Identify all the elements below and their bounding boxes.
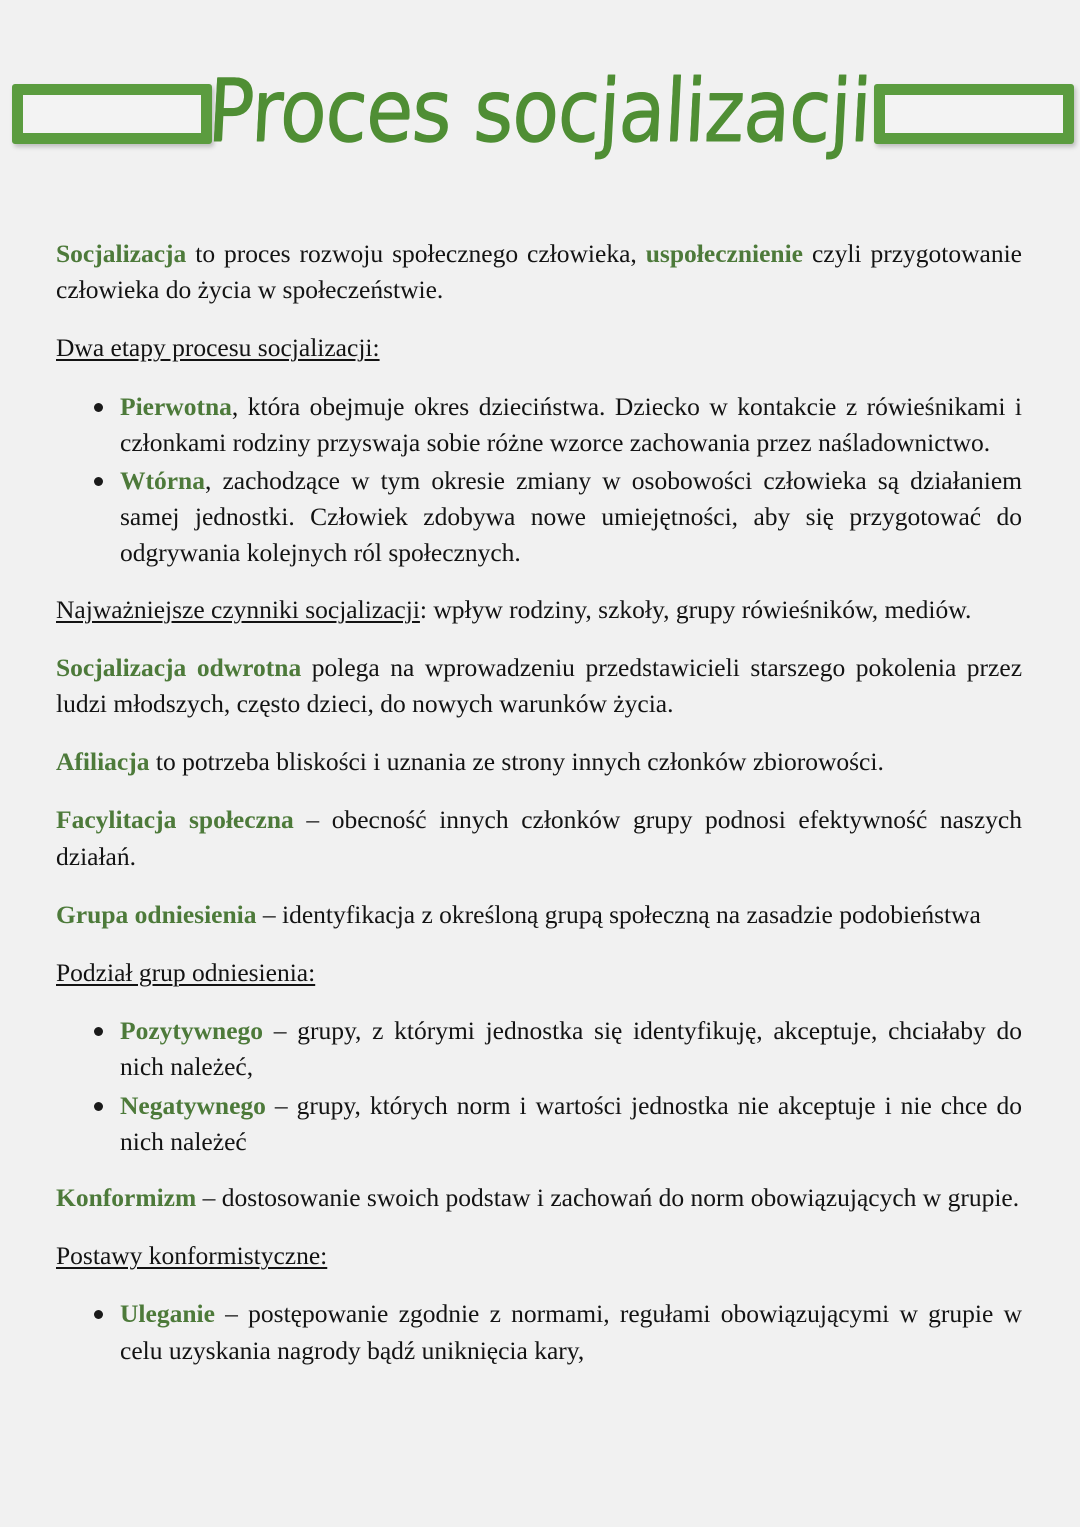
list-socialization-stages [56, 389, 1022, 572]
keyword-socjalizacja-odwrotna: Socjalizacja odwrotna [56, 652, 302, 682]
paragraph-affiliation [56, 744, 1022, 780]
factors-underlined-label: Najważniejsze czynniki socjalizacji [56, 594, 420, 624]
page-header [0, 58, 1080, 170]
paragraph-reverse-socialization [56, 650, 1022, 722]
list-item-text: – postępowanie zgodnie z normami, regułami obowiązującymi w grupie w celu uzyskania nagrody bądź uniknięcia kary, [120, 1299, 1022, 1365]
list-item [56, 1088, 1022, 1160]
keyword-wtorna: Wtórna [120, 466, 205, 496]
intro-middle-text: to proces rozwoju społecznego człowieka, [186, 239, 646, 268]
list-conformist-attitudes [56, 1296, 1022, 1368]
paragraph-conformism [56, 1180, 1022, 1216]
title-decoration-box-right [874, 84, 1074, 144]
intro-tail-text: czyli przygotowanie człowieka do życia w społeczeństwie. [56, 239, 1022, 305]
list-reference-group-types [56, 1013, 1022, 1160]
reference-group-text: – identyfikacja z określoną grupą społeczną na zasadzie podobieństwa [256, 899, 981, 929]
conformism-text: – dostosowanie swoich podstaw i zachowań do norm obowiązujących w grupie. [196, 1183, 1020, 1213]
keyword-grupa-odniesienia: Grupa odniesienia [56, 899, 257, 929]
heading-two-stages-label: Dwa etapy procesu socjalizacji: [56, 333, 380, 363]
list-item-text: – grupy, z którymi jednostka się identyfikuję, akceptuje, chciałaby do nich należeć, [120, 1016, 1022, 1082]
list-item-text: , która obejmuje okres dzieciństwa. Dziecko w kontakcie z rówieśnikami i członkami rodziny przyswaja sobie różne wzorce zachowania przez naśladownictwo. [120, 391, 1022, 457]
keyword-socjalizacja: Socjalizacja [56, 239, 187, 268]
paragraph-intro [56, 236, 1022, 308]
heading-conformist-attitudes-label: Postawy konformistyczne: [56, 1241, 328, 1271]
heading-conformist-attitudes [56, 1238, 1022, 1274]
list-item [56, 1013, 1022, 1085]
keyword-negatywnego: Negatywnego [120, 1090, 266, 1120]
reverse-socialization-text: polega na wprowadzeniu przedstawicieli starszego pokolenia przez ludzi młodszych, często dzieci, do nowych warunków życia. [56, 652, 1023, 719]
heading-reference-division [56, 955, 1022, 991]
list-item-text: , zachodzące w tym okresie zmiany w osobowości człowieka są działaniem samej jednostki. Człowiek zdobywa nowe umiejętności, aby się przygotować do odgrywania kolejnych ról społecznych. [120, 466, 1022, 568]
title-decoration-box-left [12, 84, 212, 144]
keyword-pierwotna: Pierwotna [120, 391, 232, 421]
list-item [56, 389, 1022, 461]
document-body [56, 236, 1022, 1389]
page-title: Proces socjalizacji [205, 59, 873, 162]
keyword-pozytywnego: Pozytywnego [120, 1016, 264, 1046]
list-item [56, 463, 1022, 572]
heading-reference-division-label: Podział grup odniesienia: [56, 958, 316, 988]
keyword-uspolecznienie: uspołecznienie [645, 239, 803, 268]
affiliation-text: to potrzeba bliskości i uznania ze strony innych członków zbiorowości. [149, 747, 884, 777]
keyword-konformizm: Konformizm [56, 1183, 197, 1213]
facilitation-text: – obecność innych członków grupy podnosi efektywność naszych działań. [56, 805, 1022, 871]
heading-two-stages [56, 330, 1022, 366]
list-item [56, 1296, 1022, 1368]
keyword-uleganie: Uleganie [120, 1299, 215, 1329]
paragraph-reference-group [56, 897, 1022, 933]
factors-text: : wpływ rodziny, szkoły, grupy rówieśników, mediów. [419, 594, 972, 624]
keyword-afiliacja: Afiliacja [56, 747, 150, 777]
paragraph-facilitation [56, 802, 1022, 874]
paragraph-factors [56, 592, 1022, 628]
keyword-facylitacja-spoleczna: Facylitacja społeczna [56, 805, 294, 835]
list-item-text: – grupy, których norm i wartości jednostka nie akceptuje i nie chce do nich należeć [120, 1090, 1022, 1156]
